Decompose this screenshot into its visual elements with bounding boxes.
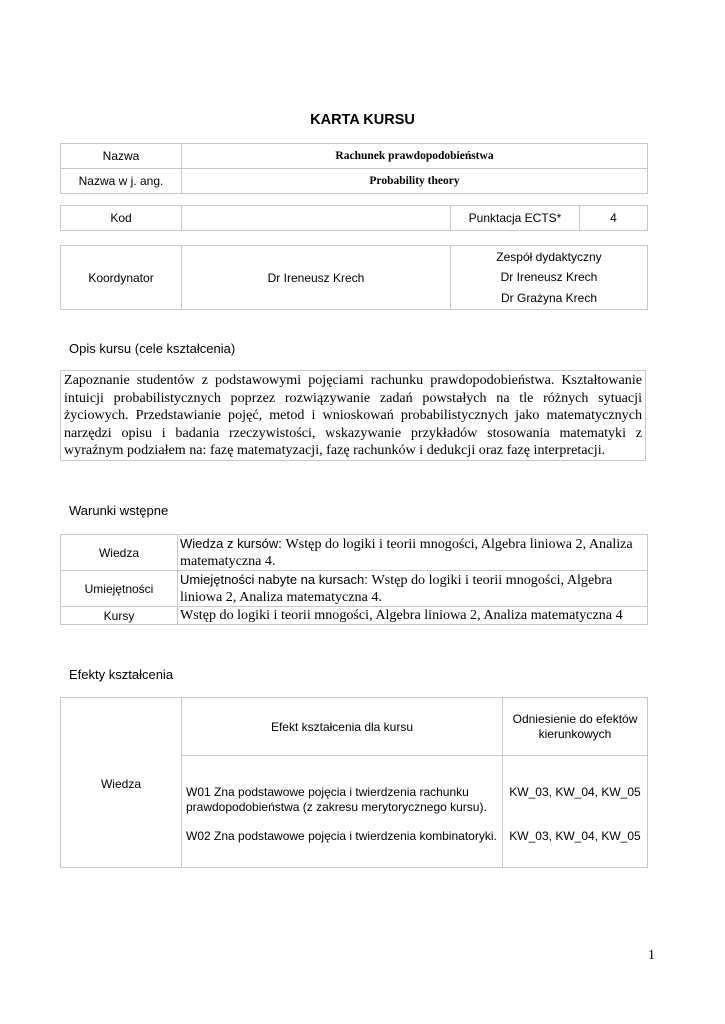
coordinator-value: Dr Ireneusz Krech <box>182 246 451 310</box>
prereq-text: Wstęp do logiki i teorii mnogości, Algebra liniowa 2, Analiza matematyczna 4. <box>180 536 633 569</box>
description-text: Zapoznanie studentów z podstawowymi pojęciami rachunku prawdopodobieństwa. Kształtowanie intuicji probabilistycznych poprzez rozwiązywanie zadań powstałych na tle różnych sytuacji życiowych. Przedstawianie pojęć, metod i wnioskowań probabilistycznych jako matematycznych narzędzi opisu i badania rzeczywistości, wskazywanie przykładów stosowania matematyki z wyraźnym podziałem na: fazę matematyzacji, fazę rachunków i dedukcji oraz fazę interpretacji. <box>60 370 646 461</box>
outcome-item: W01 Zna podstawowe pojęcia i twierdzenia rachunku prawdopodobieństwa (z zakresu merytorycznego kursu). <box>186 785 487 814</box>
outcome-ref: KW_03, KW_04, KW_05 <box>509 785 641 799</box>
page-title: KARTA KURSU <box>310 112 415 128</box>
ects-value: 4 <box>580 206 648 231</box>
page-number: 1 <box>648 948 655 963</box>
team-member: Dr Grażyna Krech <box>500 290 598 305</box>
prereq-label-skills: Umiejętności <box>61 571 178 607</box>
code-label: Kod <box>61 206 182 231</box>
outcome-texts <box>182 756 503 868</box>
outcome-item: W02 Zna podstawowe pojęcia i twierdzenia kombinatoryki. <box>186 829 497 843</box>
team-cell <box>451 246 648 310</box>
coordinator-label: Koordynator <box>61 246 182 310</box>
staff-table <box>60 245 648 310</box>
prerequisites-table <box>60 534 648 625</box>
ects-label: Punktacja ECTS* <box>451 206 580 231</box>
prereq-value-skills <box>178 571 648 607</box>
prereq-value-courses: Wstęp do logiki i teorii mnogości, Algebra liniowa 2, Analiza matematyczna 4 <box>178 607 648 625</box>
prereq-label-knowledge: Wiedza <box>61 535 178 571</box>
name-label: Nazwa <box>61 144 182 169</box>
name-en-value: Probability theory <box>182 169 648 194</box>
code-ects-table <box>60 205 648 231</box>
prereq-prefix: Umiejętności nabyte na kursach: <box>180 572 372 587</box>
name-en-label: Nazwa w j. ang. <box>61 169 182 194</box>
prereq-label-courses: Kursy <box>61 607 178 625</box>
outcome-refs <box>503 756 648 868</box>
description-heading: Opis kursu (cele kształcenia) <box>69 341 236 356</box>
col-outcome-header: Efekt kształcenia dla kursu <box>182 698 503 756</box>
team-member: Dr Ireneusz Krech <box>500 270 598 285</box>
outcome-ref: KW_03, KW_04, KW_05 <box>509 829 641 843</box>
course-name-table <box>60 143 648 194</box>
prereq-text: Wstęp do logiki i teorii mnogości, Algebra liniowa 2, Analiza matematyczna 4. <box>180 572 613 605</box>
prereq-prefix: Wiedza z kursów: <box>180 536 286 551</box>
code-value <box>182 206 451 231</box>
team-label: Zespół dydaktyczny <box>496 249 602 264</box>
col-reference-header: Odniesienie do efektów kierunkowych <box>503 698 648 756</box>
name-value: Rachunek prawdopodobieństwa <box>182 144 648 169</box>
outcomes-table <box>60 697 648 868</box>
outcomes-heading: Efekty kształcenia <box>69 667 174 682</box>
prerequisites-heading: Warunki wstępne <box>69 503 169 518</box>
prereq-value-knowledge <box>178 535 648 571</box>
outcomes-category: Wiedza <box>61 698 182 868</box>
